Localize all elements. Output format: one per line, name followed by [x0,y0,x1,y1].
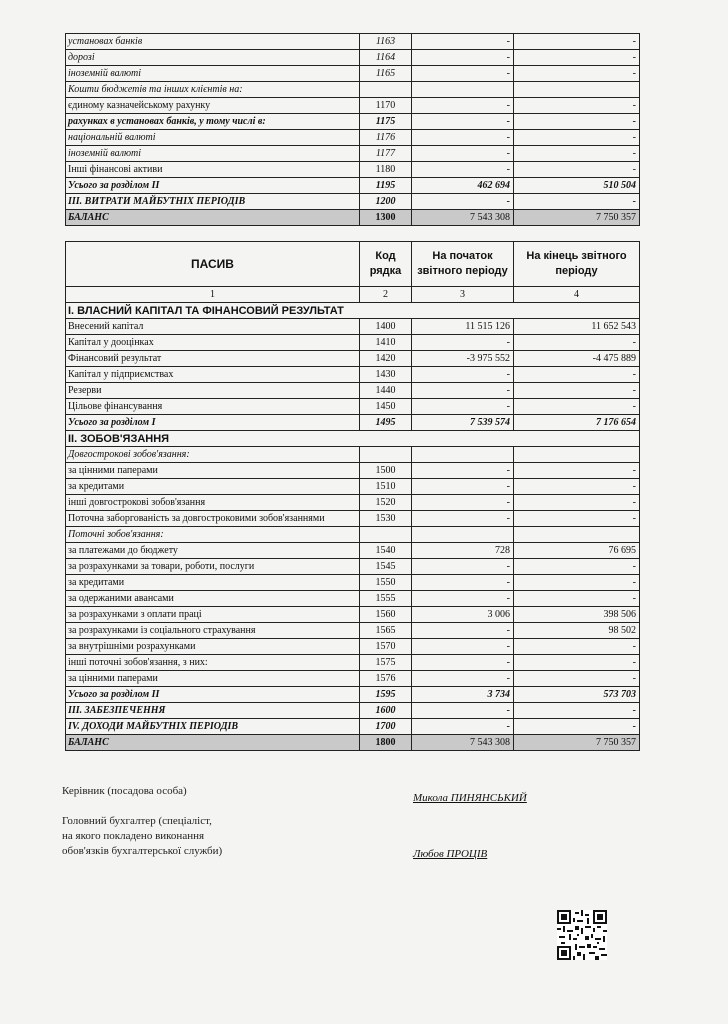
row-code: 1450 [360,399,412,415]
table-row [66,194,640,210]
row-value-end: - [514,671,640,687]
row-value-start: - [412,639,514,655]
header-start: На початок звітного періоду [412,242,514,287]
row-code: 1560 [360,607,412,623]
section2-title: II. ЗОБОВ'ЯЗАННЯ [66,431,640,447]
row-value-start: - [412,130,514,146]
row-value-end: 7 176 654 [514,415,640,431]
accountant-role-line3: обов'язків бухгалтерської служби) [62,845,223,857]
row-code: 1170 [360,98,412,114]
row-label: інші довгострокові зобов'язання [66,495,360,511]
row-label: Внесений капітал [66,319,360,335]
table-row [66,415,640,431]
row-value-end: - [514,495,640,511]
table-row [66,130,640,146]
row-value-end: - [514,335,640,351]
row-code: 1565 [360,623,412,639]
colnum-2: 2 [360,287,412,303]
row-value-start: - [412,703,514,719]
row-label: Усього за розділом I [66,415,360,431]
row-code: 1540 [360,543,412,559]
row-label: БАЛАНС [66,210,360,226]
row-value-end: - [514,591,640,607]
row-value-end: - [514,639,640,655]
table-row [66,655,640,671]
row-value-end [514,82,640,98]
row-value-start: 462 694 [412,178,514,194]
row-value-start: - [412,98,514,114]
row-value-start: - [412,623,514,639]
table-row [66,114,640,130]
row-value-start: - [412,162,514,178]
colnum-4: 4 [514,287,640,303]
row-label: інші поточні зобов'язання, з них: [66,655,360,671]
row-code: 1300 [360,210,412,226]
table-row [66,178,640,194]
row-value-end: - [514,399,640,415]
table-row [66,146,640,162]
qr-code-icon [557,910,607,960]
colnum-3: 3 [412,287,514,303]
column-numbers-row [66,287,640,303]
row-value-end [514,447,640,463]
row-label: єдиному казначейському рахунку [66,98,360,114]
row-value-start: - [412,335,514,351]
row-value-end [514,527,640,543]
row-label: за розрахунками за товари, роботи, послуги [66,559,360,575]
row-code: 1177 [360,146,412,162]
row-code: 1595 [360,687,412,703]
row-value-end: - [514,34,640,50]
row-value-start: - [412,591,514,607]
row-code: 1495 [360,415,412,431]
row-value-start: 3 006 [412,607,514,623]
row-value-start: - [412,719,514,735]
row-value-start: - [412,655,514,671]
row-label: Цільове фінансування [66,399,360,415]
row-value-start: 728 [412,543,514,559]
row-value-end: - [514,50,640,66]
row-value-end: - [514,162,640,178]
row-value-end: - [514,703,640,719]
row-label: БАЛАНС [66,735,360,751]
row-label: іноземній валюті [66,66,360,82]
table-row [66,703,640,719]
row-value-end: - [514,575,640,591]
row-value-start [412,527,514,543]
row-label: Поточна заборгованість за довгостроковими зобов'язаннями [66,511,360,527]
header-code: Код рядка [360,242,412,287]
table-row [66,591,640,607]
row-value-end: 573 703 [514,687,640,703]
row-code: 1440 [360,383,412,399]
row-value-end: - [514,463,640,479]
row-label: Усього за розділом II [66,687,360,703]
table-row [66,66,640,82]
row-value-start: 3 734 [412,687,514,703]
row-value-start: - [412,559,514,575]
table-row [66,399,640,415]
row-code: 1800 [360,735,412,751]
table-row [66,351,640,367]
row-value-start [412,82,514,98]
row-value-end: 76 695 [514,543,640,559]
row-value-end: - [514,194,640,210]
section-header-row [66,431,640,447]
row-code: 1550 [360,575,412,591]
row-code: 1410 [360,335,412,351]
row-code: 1175 [360,114,412,130]
row-code: 1164 [360,50,412,66]
row-code: 1530 [360,511,412,527]
table-row [66,383,640,399]
row-label: за одержаними авансами [66,591,360,607]
accountant-role-line2: на якого покладено виконання [62,830,205,842]
row-code: 1165 [360,66,412,82]
row-value-start: - [412,511,514,527]
row-value-start: 7 543 308 [412,210,514,226]
assets-continuation-table [65,33,640,226]
table-row [66,34,640,50]
row-label: національній валюті [66,130,360,146]
row-value-start: -3 975 552 [412,351,514,367]
colnum-1: 1 [66,287,360,303]
row-value-start: 7 539 574 [412,415,514,431]
row-value-start: - [412,50,514,66]
row-value-end: - [514,511,640,527]
table-row [66,559,640,575]
row-label: Капітал у дооцінках [66,335,360,351]
row-value-start: - [412,367,514,383]
row-value-end: -4 475 889 [514,351,640,367]
row-label: за кредитами [66,479,360,495]
row-value-end: - [514,146,640,162]
row-code: 1500 [360,463,412,479]
row-value-end: 98 502 [514,623,640,639]
row-label: Фінансовий результат [66,351,360,367]
liabilities-header-row [66,242,640,287]
row-value-start: - [412,114,514,130]
row-value-end: 7 750 357 [514,210,640,226]
row-value-start: 11 515 126 [412,319,514,335]
row-label: Поточні зобов'язання: [66,527,360,543]
row-value-start: - [412,383,514,399]
head-name-signature: Микола ПИНЯНСЬКИЙ [413,792,527,804]
row-value-start: - [412,399,514,415]
row-code: 1600 [360,703,412,719]
header-pasiv: ПАСИВ [66,242,360,287]
table-row [66,623,640,639]
row-value-start: - [412,194,514,210]
liabilities-table [65,241,640,751]
row-value-end: - [514,130,640,146]
row-value-end: - [514,383,640,399]
table-row [66,495,640,511]
row-code: 1510 [360,479,412,495]
row-value-end: - [514,655,640,671]
row-value-start: 7 543 308 [412,735,514,751]
row-code [360,82,412,98]
table-row [66,671,640,687]
row-code: 1545 [360,559,412,575]
table-row [66,162,640,178]
row-code: 1570 [360,639,412,655]
table-row [66,367,640,383]
row-value-end: - [514,367,640,383]
row-code: 1430 [360,367,412,383]
table-row [66,82,640,98]
row-label: за внутрішніми розрахунками [66,639,360,655]
row-label: Кошти бюджетів та інших клієнтів на: [66,82,360,98]
table-row [66,575,640,591]
table-row [66,511,640,527]
table-row [66,735,640,751]
row-value-start: - [412,66,514,82]
row-value-end: 398 506 [514,607,640,623]
row-value-start: - [412,479,514,495]
row-code: 1163 [360,34,412,50]
row-label: Інші фінансові активи [66,162,360,178]
row-label: Капітал у підприємствах [66,367,360,383]
row-label: Усього за розділом II [66,178,360,194]
accountant-role-line1: Головний бухгалтер (спеціаліст, [62,815,212,827]
row-label: Резерви [66,383,360,399]
table-row [66,210,640,226]
row-code: 1200 [360,194,412,210]
row-code: 1575 [360,655,412,671]
row-code: 1180 [360,162,412,178]
row-value-end: - [514,114,640,130]
row-label: за платежами до бюджету [66,543,360,559]
liabilities-table-body-2 [66,431,640,751]
section-header-row [66,303,640,319]
row-label: установах банків [66,34,360,50]
table-row [66,719,640,735]
row-value-start: - [412,463,514,479]
table-row [66,463,640,479]
table-row [66,639,640,655]
row-label: IV. ДОХОДИ МАЙБУТНІХ ПЕРІОДІВ [66,719,360,735]
row-value-end: 7 750 357 [514,735,640,751]
row-label: III. ВИТРАТИ МАЙБУТНІХ ПЕРІОДІВ [66,194,360,210]
row-code [360,527,412,543]
liabilities-table-body [66,303,640,431]
row-label: іноземній валюті [66,146,360,162]
row-value-start: - [412,671,514,687]
assets-table-body [66,34,640,226]
row-value-end: - [514,98,640,114]
row-label: за цінними паперами [66,671,360,687]
head-role-label: Керівник (посадова особа) [62,785,187,797]
row-code: 1700 [360,719,412,735]
row-value-end: - [514,559,640,575]
row-label: за розрахунками із соціального страхування [66,623,360,639]
section1-title: I. ВЛАСНИЙ КАПІТАЛ ТА ФІНАНСОВИЙ РЕЗУЛЬТАТ [66,303,640,319]
table-row [66,607,640,623]
row-label: дорозі [66,50,360,66]
row-value-start [412,447,514,463]
row-code: 1400 [360,319,412,335]
row-value-start: - [412,146,514,162]
table-row [66,687,640,703]
row-value-end: - [514,479,640,495]
row-value-end: 510 504 [514,178,640,194]
row-code: 1420 [360,351,412,367]
row-label: за кредитами [66,575,360,591]
row-label: рахунках в установах банків, у тому числі в: [66,114,360,130]
table-row [66,479,640,495]
row-label: за цінними паперами [66,463,360,479]
table-row [66,335,640,351]
table-row [66,527,640,543]
table-row [66,447,640,463]
row-code: 1520 [360,495,412,511]
row-label: III. ЗАБЕЗПЕЧЕННЯ [66,703,360,719]
header-end: На кінець звітного періоду [514,242,640,287]
table-row [66,98,640,114]
row-value-start: - [412,34,514,50]
row-code: 1576 [360,671,412,687]
row-value-end: - [514,719,640,735]
row-value-end: - [514,66,640,82]
row-code: 1555 [360,591,412,607]
row-value-start: - [412,575,514,591]
accountant-name-signature: Любов ПРОЦІВ [413,848,488,860]
row-value-end: 11 652 543 [514,319,640,335]
row-code [360,447,412,463]
row-code: 1176 [360,130,412,146]
row-label: за розрахунками з оплати праці [66,607,360,623]
row-value-start: - [412,495,514,511]
row-code: 1195 [360,178,412,194]
table-row [66,50,640,66]
table-row [66,319,640,335]
row-label: Довгострокові зобов'язання: [66,447,360,463]
table-row [66,543,640,559]
